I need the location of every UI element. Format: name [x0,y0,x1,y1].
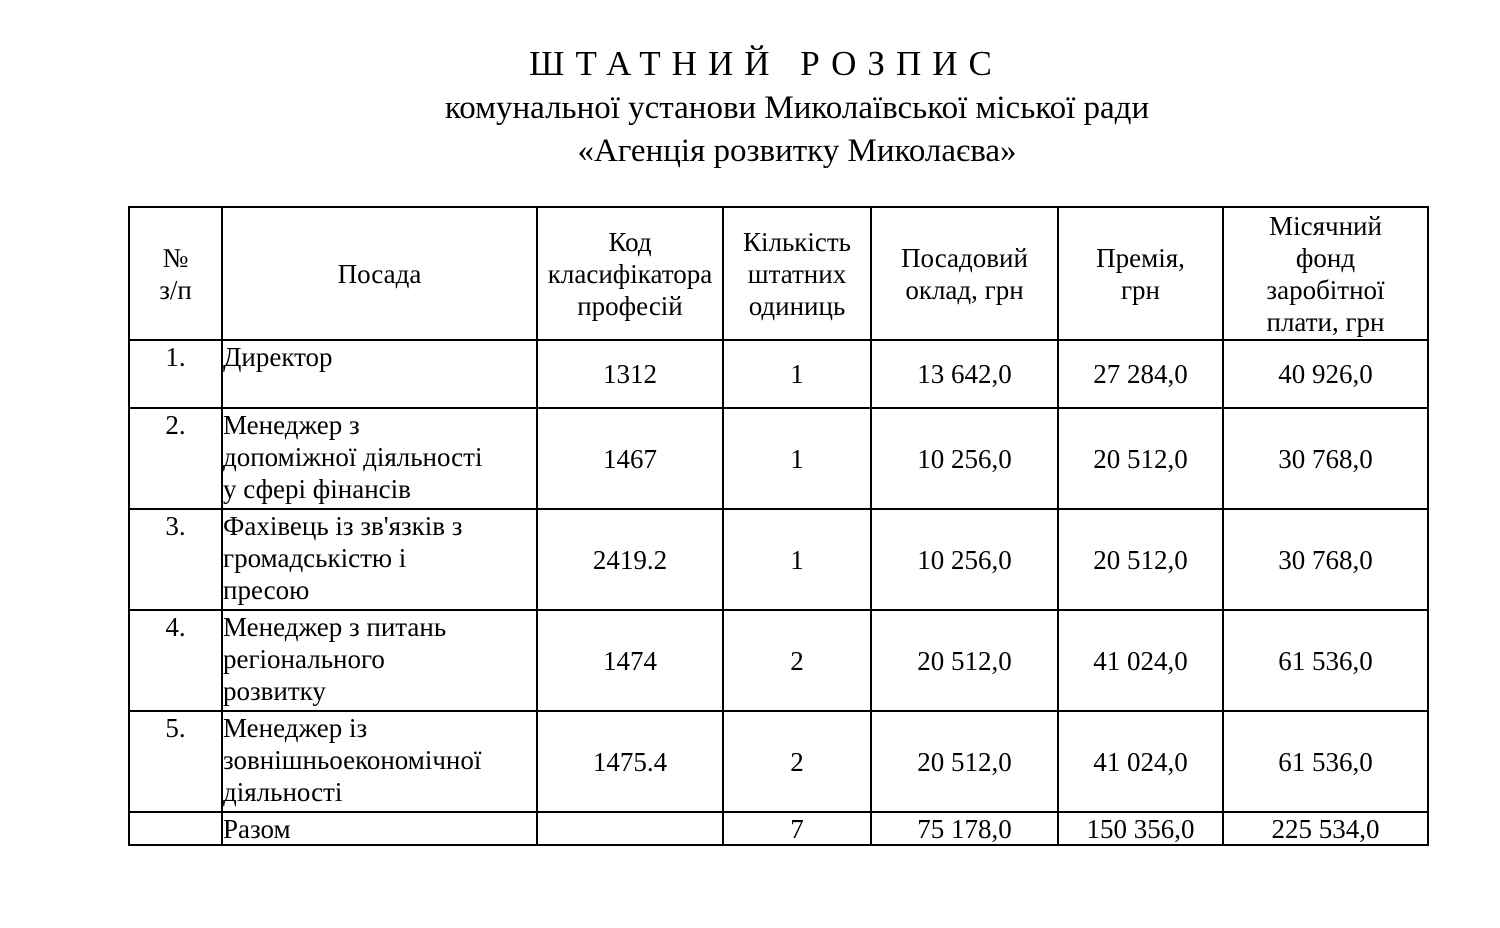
cell-code: 1475.4 [537,711,723,812]
header-count: Кількість штатних одиниць [723,207,871,340]
cell-position: Менеджер з допоміжної діяльності у сфері фінансів [222,408,537,509]
cell-count: 1 [723,340,871,408]
table-row [129,610,1428,711]
cell-fund: 30 768,0 [1223,509,1428,610]
total-count: 7 [723,812,871,845]
cell-fund: 30 768,0 [1223,408,1428,509]
cell-count: 2 [723,610,871,711]
table-header-row [129,207,1428,340]
cell-code [537,812,723,845]
cell-bonus: 27 284,0 [1058,340,1223,408]
cell-position: Фахівець із зв'язків з громадськістю і пресою [222,509,537,610]
cell-salary: 20 512,0 [871,711,1058,812]
cell-position: Менеджер із зовнішньоекономічної діяльності [222,711,537,812]
cell-salary: 10 256,0 [871,408,1058,509]
table-row [129,711,1428,812]
cell-bonus: 20 512,0 [1058,408,1223,509]
total-bonus: 150 356,0 [1058,812,1223,845]
staffing-table [128,206,1429,846]
total-fund: 225 534,0 [1223,812,1428,845]
header-fund: Місячний фонд заробітної плати, грн [1223,207,1428,340]
cell-num: 4. [129,610,222,711]
cell-salary: 20 512,0 [871,610,1058,711]
cell-num: 5. [129,711,222,812]
header-bonus: Премія, грн [1058,207,1223,340]
cell-count: 2 [723,711,871,812]
cell-code: 2419.2 [537,509,723,610]
cell-position: Менеджер з питань регіонального розвитку [222,610,537,711]
cell-num: 3. [129,509,222,610]
cell-num [129,812,222,845]
table-row [129,509,1428,610]
cell-count: 1 [723,509,871,610]
cell-num: 2. [129,408,222,509]
cell-salary: 10 256,0 [871,509,1058,610]
cell-code: 1467 [537,408,723,509]
cell-fund: 40 926,0 [1223,340,1428,408]
header-code: Код класифікатора професій [537,207,723,340]
cell-bonus: 41 024,0 [1058,711,1223,812]
table-total-row [129,812,1428,845]
cell-code: 1474 [537,610,723,711]
cell-position: Директор [222,340,537,408]
table-row [129,340,1428,408]
cell-bonus: 41 024,0 [1058,610,1223,711]
header-position: Посада [222,207,537,340]
document-subtitle-agency: «Агенція розвитку Миколаєва» [577,133,1017,169]
total-salary: 75 178,0 [871,812,1058,845]
header-num: № з/п [129,207,222,340]
cell-code: 1312 [537,340,723,408]
cell-salary: 13 642,0 [871,340,1058,408]
document-title: ШТАТНИЙ РОЗПИС [529,44,1003,83]
cell-fund: 61 536,0 [1223,711,1428,812]
cell-num: 1. [129,340,222,408]
total-label: Разом [222,812,537,845]
cell-bonus: 20 512,0 [1058,509,1223,610]
header-salary: Посадовий оклад, грн [871,207,1058,340]
cell-fund: 61 536,0 [1223,610,1428,711]
cell-count: 1 [723,408,871,509]
document-subtitle-organization: комунальної установи Миколаївської міської ради [444,90,1150,126]
table-row [129,408,1428,509]
